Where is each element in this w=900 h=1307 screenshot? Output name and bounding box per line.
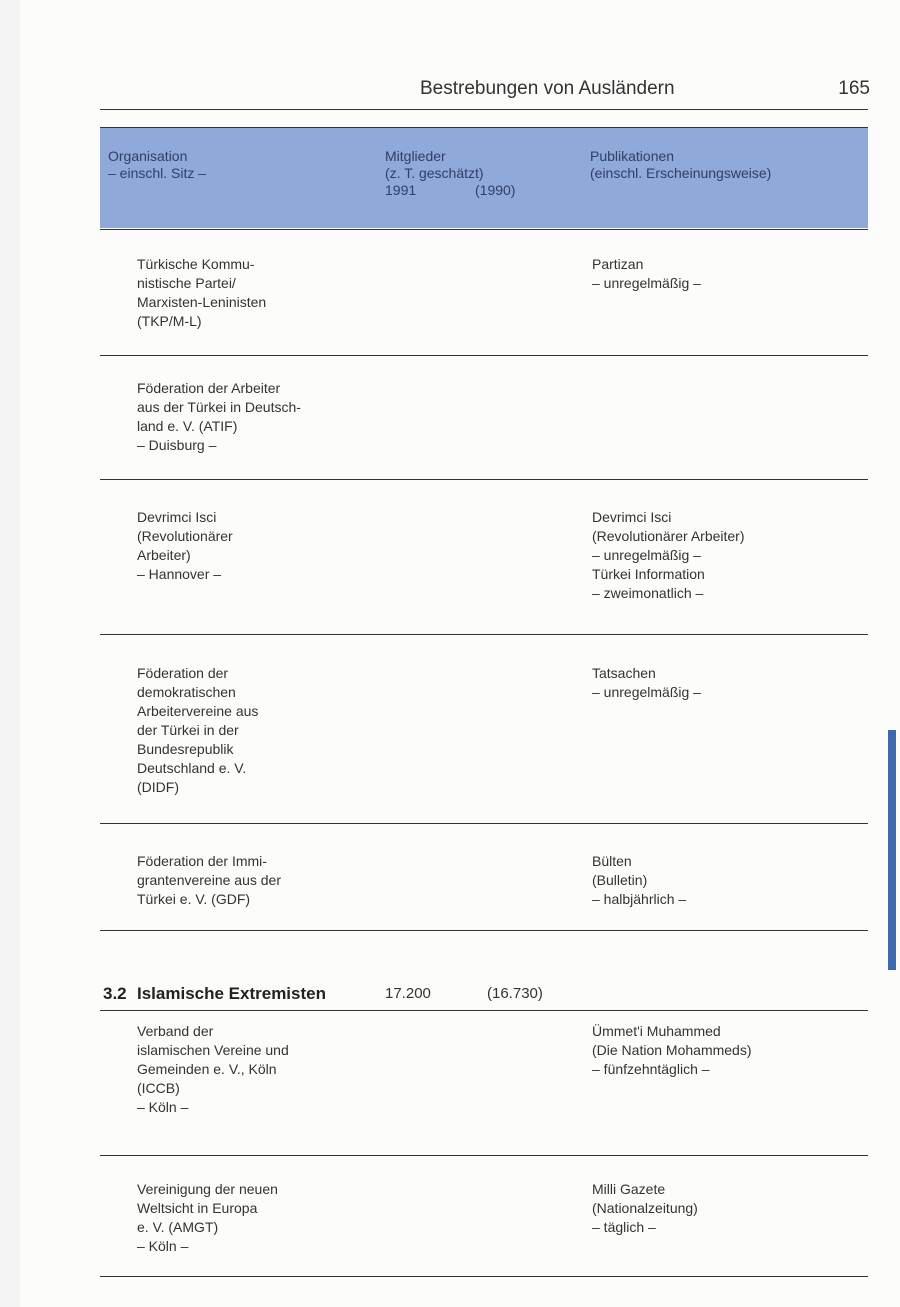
publication-entry: Bülten (Bulletin) – halbjährlich – — [592, 853, 687, 907]
organisation-entry: Türkische Kommu- nistische Partei/ Marxisten-Leninisten (TKP/M-L) — [137, 256, 267, 329]
section-members-1991: 17.200 — [385, 985, 431, 1002]
publication-entry: Tatsachen – unregelmäßig – — [592, 665, 701, 700]
organisation-entry: Föderation der Arbeiter aus der Türkei in Deutsch- land e. V. (ATIF) – Duisburg – — [137, 380, 301, 453]
row-divider — [100, 479, 868, 480]
organisation-entry: Devrimci Isci (Revolutionärer Arbeiter) – Hannover – — [137, 509, 233, 582]
running-header — [100, 78, 870, 108]
organisation-entry: Verband der islamischen Vereine und Gemeinden e. V., Köln (ICCB) – Köln – — [137, 1023, 289, 1115]
section-title: Islamische Extremisten — [137, 984, 326, 1003]
publication-entry: Milli Gazete (Nationalzeitung) – täglich – — [592, 1181, 698, 1235]
organisation-entry: Föderation der Immi- grantenvereine aus der Türkei e. V. (GDF) — [137, 853, 281, 907]
column-header-publications: Publikationen (einschl. Erscheinungsweise) — [590, 148, 772, 181]
row-divider — [100, 1155, 868, 1156]
section-members-1990: (16.730) — [487, 985, 543, 1002]
row-divider — [100, 930, 868, 931]
column-header-organisation: Organisation – einschl. Sitz – — [108, 148, 207, 181]
row-divider — [100, 823, 868, 824]
table-bottom-rule — [100, 1276, 868, 1277]
header-rule — [100, 109, 868, 110]
chapter-tab-marker — [888, 730, 896, 970]
page-left-edge — [0, 0, 20, 1307]
organisation-entry: Vereinigung der neuen Weltsicht in Europa e. V. (AMGT) – Köln – — [137, 1181, 278, 1254]
organisation-entry: Föderation der demokratischen Arbeitervereine aus der Türkei in der Bundesrepublik Deutschland e. V. (DIDF) — [137, 665, 259, 795]
table-header-rule — [100, 229, 868, 230]
running-header-title: Bestrebungen von Ausländern — [420, 78, 675, 99]
section-number: 3.2 — [103, 984, 127, 1003]
member-years: 1991 (1990) — [385, 182, 516, 198]
table-header — [100, 128, 868, 228]
publication-entry: Ümmet'i Muhammed (Die Nation Mohammeds) – fünfzehntäglich – — [592, 1023, 752, 1077]
row-divider — [100, 634, 868, 635]
row-divider — [100, 355, 868, 356]
column-header-members: Mitglieder (z. T. geschätzt) 1991 (1990) — [385, 148, 516, 198]
page-number: 165 — [838, 78, 870, 99]
section-rule — [100, 1010, 868, 1011]
publication-entry: Partizan – unregelmäßig – — [592, 256, 701, 291]
publication-entry: Devrimci Isci (Revolutionärer Arbeiter) – unregelmäßig – Türkei Information – zweimonatlich – — [592, 509, 745, 601]
